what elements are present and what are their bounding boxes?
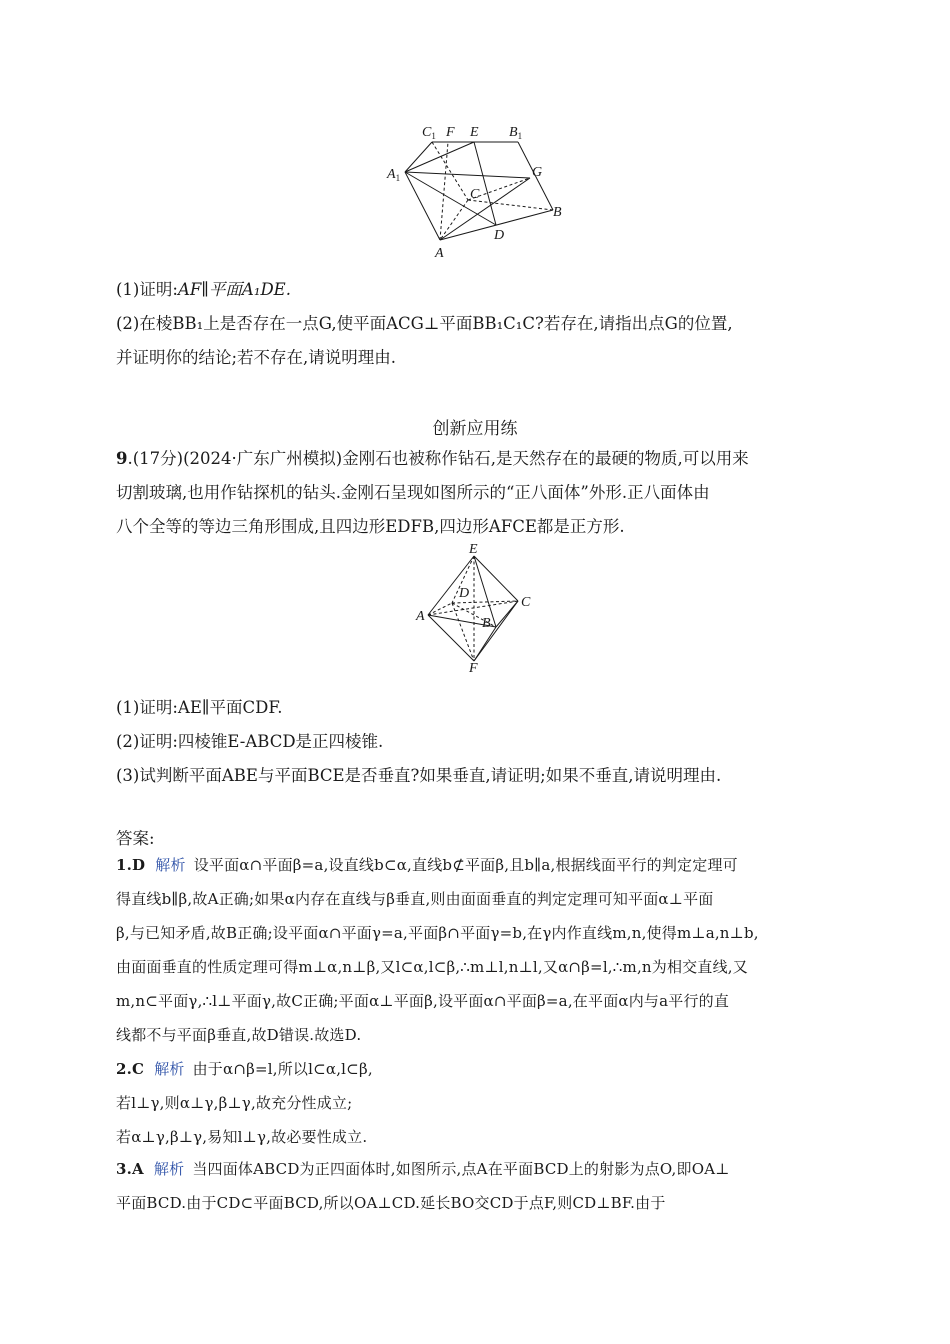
label-d: D (494, 228, 505, 243)
label-c1: $C_1$ (422, 125, 436, 141)
label-a: A (416, 609, 425, 624)
edge-a-g (440, 178, 530, 240)
label-f: F (469, 661, 478, 675)
answer-1-line-5: m,n⊂平面γ,∴l⊥平面γ,故C正确;平面α⊥平面β,设平面α∩平面β=a,在平面α内与a平行的直 (116, 992, 730, 1010)
label-d: D (459, 586, 470, 601)
edge-b-f (474, 627, 496, 661)
edge-a1-c1 (405, 142, 432, 172)
answer-1-line-2: 得直线b∥β,故A正确;如果α内存在直线与β垂直,则由面面垂直的判定定理可知平面α⊥平面 (116, 890, 714, 908)
answer-1-line-4: 由面面垂直的性质定理可得m⊥α,n⊥β,又l⊂α,l⊂β,∴m⊥l,n⊥l,又α∩β=l,∴m,n为相交直线,又 (116, 958, 748, 976)
label-b1: $B_1$ (509, 125, 523, 141)
prism-diagram (380, 120, 580, 265)
q9-part1: (1)证明:AE∥平面CDF. (116, 698, 283, 717)
q9-part3: (3)试判断平面ABE与平面BCE是否垂直?如果垂直,请证明;如果不垂直,请说明理由. (116, 766, 722, 785)
answer-2-line-2: 若l⊥γ,则α⊥γ,β⊥γ,故充分性成立; (116, 1094, 353, 1112)
edge-c-f (474, 601, 518, 661)
label-b: B (482, 616, 491, 631)
label-a: A (435, 246, 444, 261)
answer-1-line-3: β,与已知矛盾,故B正确;设平面α∩平面γ=a,平面β∩平面γ=b,在γ内作直线m,n,使得m⊥a,n⊥b, (116, 924, 759, 942)
q9-line3: 八个全等的等边三角形围成,且四边形EDFB,四边形AFCE都是正方形. (116, 517, 625, 536)
q9-part2: (2)证明:四棱锥E-ABCD是正四棱锥. (116, 732, 384, 751)
label-e: E (469, 542, 478, 557)
answer-1-line-1: 1.D 解析 设平面α∩平面β=a,设直线b⊂α,直线b⊄平面β,且b∥a,根据线面平行的判定定理可 (116, 856, 738, 874)
answer-1-line-6: 线都不与平面β垂直,故D错误.故选D. (116, 1026, 362, 1044)
label-c: C (470, 187, 480, 202)
q8-part2-line2: 并证明你的结论;若不存在,请说明理由. (116, 348, 397, 367)
hidden-edge-a-c (428, 601, 518, 615)
q9-line2: 切割玻璃,也用作钻探机的钻头.金刚石呈现如图所示的“正八面体”外形.正八面体由 (116, 483, 710, 502)
answers-heading: 答案: (116, 829, 155, 848)
answer-3-line-1: 3.A 解析 当四面体ABCD为正四面体时,如图所示,点A在平面BCD上的射影为点O,即OA⊥ (116, 1160, 730, 1178)
label-e: E (470, 125, 479, 140)
edge-e-d (474, 142, 496, 225)
q8-part2-line1: (2)在棱BB₁上是否存在一点G,使平面ACG⊥平面BB₁C₁C?若存在,请指出点G的位置, (116, 314, 733, 333)
answer-2-line-3: 若α⊥γ,β⊥γ,易知l⊥γ,故必要性成立. (116, 1128, 368, 1146)
hidden-edge-d-f (452, 603, 474, 661)
q8-part1: (1)证明:AF∥平面A₁DE. (116, 280, 291, 299)
answer-2-line-1: 2.C 解析 由于α∩β=l,所以l⊂α,l⊂β, (116, 1060, 373, 1078)
label-c: C (521, 595, 531, 610)
label-a1: $A_1$ (387, 167, 401, 183)
label-b: B (553, 205, 562, 220)
q9-line1: 9.(17分)(2024·广东广州模拟)金刚石也被称作钻石,是天然存在的最硬的物质,可以用来 (116, 449, 749, 468)
label-g: G (532, 165, 543, 180)
octahedron-diagram (410, 540, 540, 675)
hidden-edge-d-c (452, 601, 518, 603)
edge-a1-g (405, 172, 530, 178)
edge-a1-e (405, 142, 474, 172)
label-f: F (446, 125, 455, 140)
section-title: 创新应用练 (432, 419, 518, 439)
hidden-edge-c-b (468, 200, 553, 210)
answer-3-line-2: 平面BCD.由于CD⊂平面BCD,所以OA⊥CD.延长BO交CD于点F,则CD⊥BF.由于 (116, 1194, 666, 1212)
